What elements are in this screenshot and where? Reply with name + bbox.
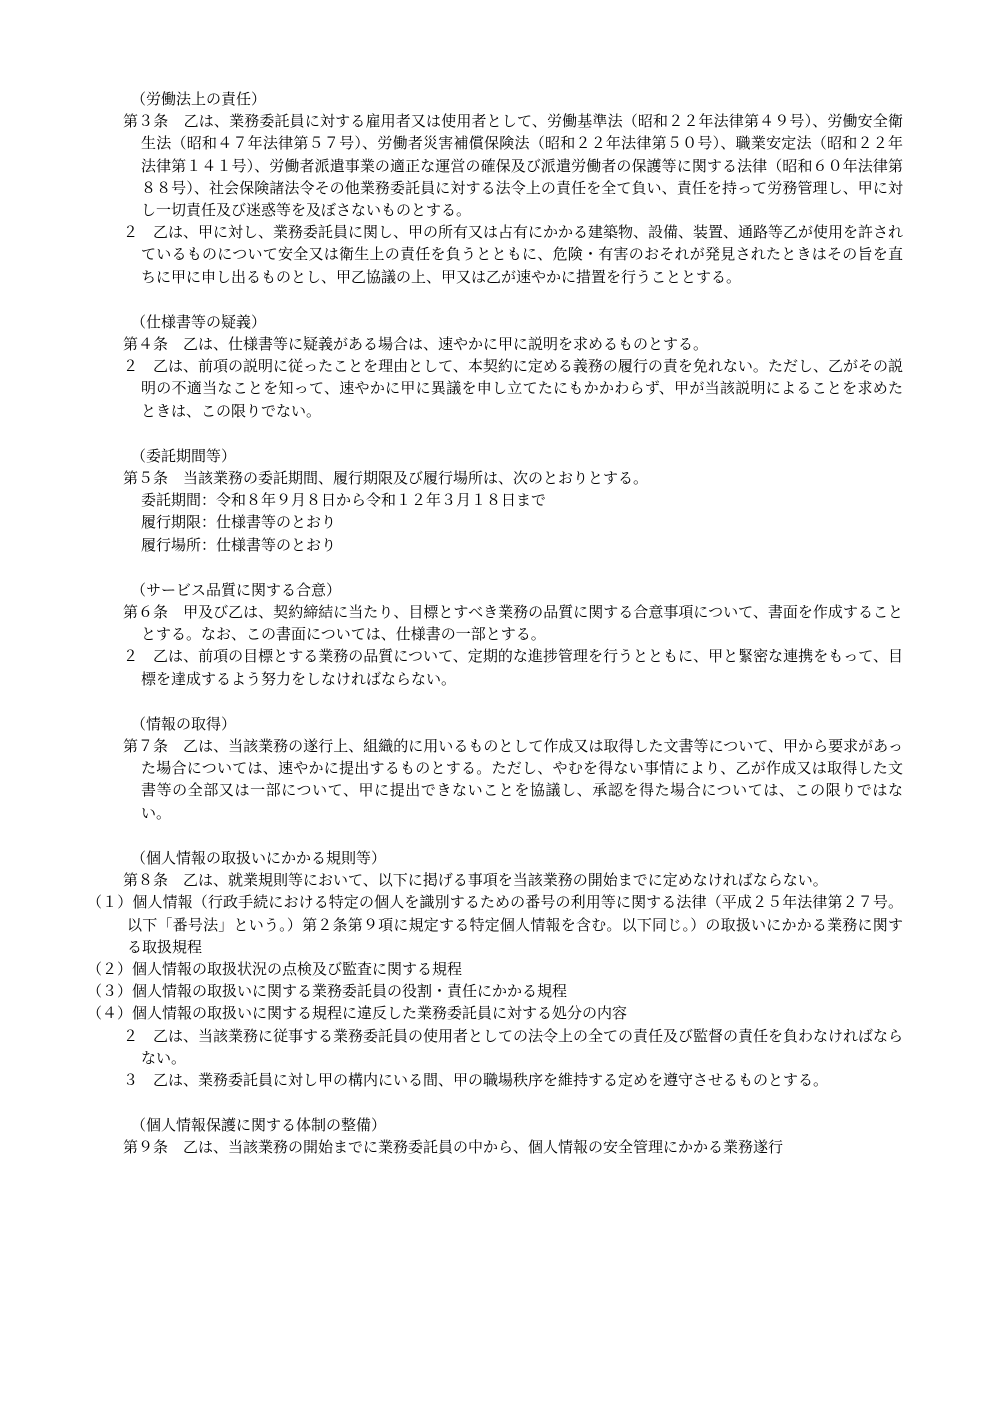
list-item: （２）個人情報の取扱状況の点検及び監査に関する規程 xyxy=(87,959,463,978)
article-9: 第９条 乙は、当該業務の開始までに業務委託員の中から、個人情報の安全管理にかかる業務遂行 xyxy=(123,1138,784,1157)
article-3-paragraph-2: ２ 乙は、甲に対し、業務委託員に関し、甲の所有又は占有にかかる建築物、設備、装置、通路等乙が使用を許されているものについて安全又は衛生上の責任を負うとともに、危険・有害のおそれが発見されたときはその旨を直ちに甲に申し出るものとし、甲乙協議の上、甲又は乙が速やかに措置を行うこととする。 xyxy=(123,223,904,286)
article-8: 第８条 乙は、就業規則等において、以下に掲げる事項を当該業務の開始までに定めなければならない。 xyxy=(123,871,828,890)
article-7: 第７条 乙は、当該業務の遂行上、組織的に用いるものとして作成又は取得した文書等について、甲から要求があった場合については、速やかに提出するものとする。ただし、やむを得ない事情により、乙が作成又は取得した文書等の全部又は一部について、甲に提出できないことを協議し、承認を得た場合については、この限りではない。 xyxy=(123,737,903,822)
section-heading: （情報の取得） xyxy=(131,714,237,733)
article-8-paragraph-3: ３ 乙は、業務委託員に対し甲の構内にいる間、甲の職場秩序を維持する定めを遵守させるものとする。 xyxy=(123,1070,829,1089)
contract-period: 委託期間：令和８年９月８日から令和１２年３月１８日まで xyxy=(141,491,547,510)
article-6-paragraph-2: ２ 乙は、前項の目標とする業務の品質について、定期的な進捗管理を行うとともに、甲と緊密な連携をもって、目標を達成するよう努力をしなければならない。 xyxy=(123,647,903,688)
section-heading: （個人情報の取扱いにかかる規則等） xyxy=(131,848,387,867)
section-heading: （仕様書等の疑義） xyxy=(131,312,267,331)
section-heading: （労働法上の責任） xyxy=(131,90,267,108)
section-specification-doubts xyxy=(123,311,903,422)
article-6: 第６条 甲及び乙は、契約締結に当たり、目標とすべき業務の品質に関する合意事項について、書面を作成することとする。なお、この書面については、仕様書の一部とする。 xyxy=(123,603,903,644)
section-heading: （委託期間等） xyxy=(131,446,237,465)
section-service-quality-agreement xyxy=(123,579,903,690)
list-item: （３）個人情報の取扱いに関する業務委託員の役割・責任にかかる規程 xyxy=(87,982,568,1001)
list-item: （４）個人情報の取扱いに関する規程に違反した業務委託員に対する処分の内容 xyxy=(87,1004,628,1023)
performance-location: 履行場所：仕様書等のとおり xyxy=(141,535,337,554)
list-item: （１）個人情報（行政手続における特定の個人を識別するための番号の利用等に関する法律（平成２５年法律第２７号。以下「番号法」という。）第２条第９項に規定する特定個人情報を含む。以下同じ。）の取扱いにかかる業務に関する取扱規程 xyxy=(87,893,903,956)
section-labor-law-responsibility xyxy=(123,88,903,288)
section-contract-period xyxy=(123,445,903,556)
article-4: 第４条 乙は、仕様書等に疑義がある場合は、速やかに甲に説明を求めるものとする。 xyxy=(123,335,709,354)
section-heading: （個人情報保護に関する体制の整備） xyxy=(131,1116,387,1135)
article-5: 第５条 当該業務の委託期間、履行期限及び履行場所は、次のとおりとする。 xyxy=(123,469,649,488)
article-8-paragraph-2: ２ 乙は、当該業務に従事する業務委託員の使用者としての法令上の全ての責任及び監督の責任を負わなければならない。 xyxy=(123,1026,904,1067)
document-body xyxy=(87,88,904,1182)
section-information-acquisition xyxy=(123,713,903,824)
article-4-paragraph-2: ２ 乙は、前項の説明に従ったことを理由として、本契約に定める義務の履行の責を免れない。ただし、乙がその説明の不適当なことを知って、速やかに甲に異議を申し立てたにもかかわらず、甲が当該説明によることを求めたときは、この限りでない。 xyxy=(123,357,903,420)
section-heading: （サービス品質に関する合意） xyxy=(131,580,342,599)
section-personal-info-rules xyxy=(87,847,904,1091)
section-personal-info-protection-system xyxy=(123,1114,903,1158)
article-3: 第３条 乙は、業務委託員に対する雇用者又は使用者として、労働基準法（昭和２２年法律第４９号）、労働安全衛生法（昭和４７年法律第５７号）、労働者災害補償保険法（昭和２２年法律第５０号）、職業安定法（昭和２２年法律第１４１号）、労働者派遣事業の適正な運営の確保及び派遣労働者の保護等に関する法律（昭和６０年法律第８８号）、社会保険諸法令その他業務委託員に対する法令上の責任を全て負い、責任を持って労務管理し、甲に対し一切責任及び迷惑等を及ぼさないものとする。 xyxy=(123,112,903,220)
performance-deadline: 履行期限：仕様書等のとおり xyxy=(141,513,337,532)
